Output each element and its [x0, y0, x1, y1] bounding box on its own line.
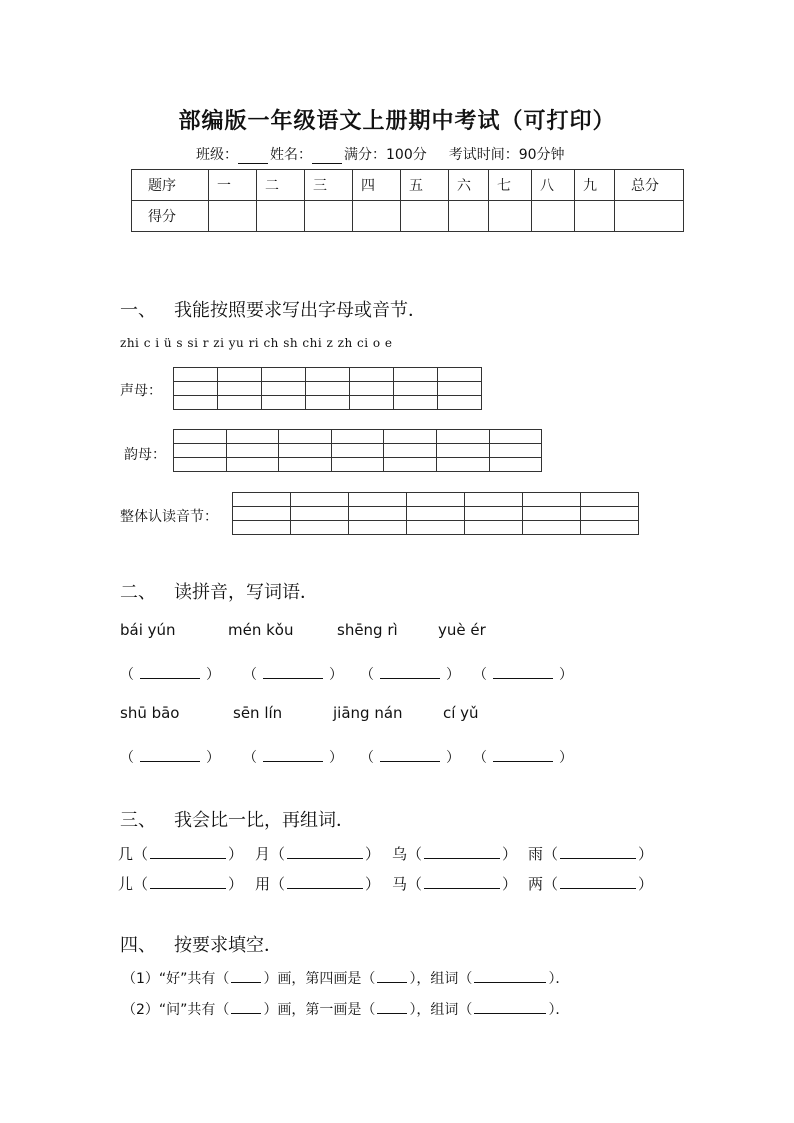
compare-item[interactable]: 马（ ） [392, 875, 518, 893]
grid-cell[interactable] [174, 368, 218, 382]
score-table-score-row [132, 201, 684, 232]
grid-cell[interactable] [262, 382, 306, 396]
grid-cell[interactable] [306, 382, 350, 396]
section-number: 二、 [120, 582, 156, 603]
section-title: 我会比一比，再组词． [174, 810, 354, 831]
pinyin-word: shēng rì [337, 621, 398, 639]
name-blank[interactable] [312, 149, 342, 164]
score-cell[interactable] [615, 201, 684, 232]
grid-cell[interactable] [291, 521, 349, 535]
pinyin-word: shū bāo [120, 704, 180, 722]
score-header-cell: 总分 [615, 170, 684, 201]
score-header-cell: 二 [257, 170, 305, 201]
section-title: 按要求填空． [174, 935, 282, 956]
grid-cell[interactable] [438, 382, 482, 396]
class-label: 班级： [196, 147, 238, 163]
score-header-cell: 一 [209, 170, 257, 201]
grid-cell[interactable] [349, 507, 407, 521]
grid-cell[interactable] [437, 458, 490, 472]
grid-cell[interactable] [394, 396, 438, 410]
pinyin-word: sēn lín [233, 704, 283, 722]
grid-cell[interactable] [523, 521, 581, 535]
score-cell[interactable] [449, 201, 489, 232]
grid-cell[interactable] [465, 507, 523, 521]
section-title: 读拼音，写词语． [174, 582, 318, 603]
exam-info [196, 144, 565, 164]
answer-blank[interactable]: （ ） [473, 750, 573, 766]
grid-cell[interactable] [291, 507, 349, 521]
finals-label: 韵母： [124, 447, 166, 463]
grid-cell[interactable] [384, 458, 437, 472]
answer-blank[interactable]: （ ） [473, 667, 573, 683]
grid-cell[interactable] [581, 521, 639, 535]
grid-cell[interactable] [174, 458, 227, 472]
score-cell[interactable] [353, 201, 401, 232]
compare-item[interactable]: 儿（ ） [118, 875, 244, 893]
score-header-cell: 三 [305, 170, 353, 201]
section-1-heading [120, 296, 426, 322]
compare-item[interactable]: 两（ ） [528, 875, 654, 893]
grid-cell[interactable] [407, 493, 465, 507]
score-cell[interactable] [209, 201, 257, 232]
answer-blank[interactable]: （ ） [360, 750, 460, 766]
compare-item[interactable]: 雨（ ） [528, 845, 654, 863]
section-2-heading [120, 578, 318, 604]
grid-cell[interactable] [306, 368, 350, 382]
word-blank[interactable] [474, 970, 546, 983]
grid-cell[interactable] [332, 458, 385, 472]
grid-cell[interactable] [174, 382, 218, 396]
grid-cell[interactable] [174, 396, 218, 410]
grid-cell[interactable] [350, 368, 394, 382]
grid-cell[interactable] [490, 444, 543, 458]
fill-question-2: （2）“问”共有（ ）画，第一画是（ ），组词（ ）． [122, 1002, 570, 1018]
grid-cell[interactable] [227, 458, 280, 472]
grid-cell[interactable] [262, 396, 306, 410]
answer-blank[interactable]: （ ） [120, 750, 220, 766]
stroke-count-blank[interactable] [231, 970, 261, 983]
grid-cell[interactable] [332, 444, 385, 458]
grid-cell[interactable] [407, 521, 465, 535]
section-4-heading [120, 931, 282, 957]
grid-cell[interactable] [306, 396, 350, 410]
score-cell[interactable] [532, 201, 575, 232]
answer-blank[interactable]: （ ） [360, 667, 460, 683]
grid-cell[interactable] [291, 493, 349, 507]
grid-cell[interactable] [407, 507, 465, 521]
pinyin-word: mén kǒu [228, 621, 294, 639]
grid-cell[interactable] [581, 493, 639, 507]
score-cell[interactable] [257, 201, 305, 232]
grid-cell[interactable] [438, 368, 482, 382]
grid-cell[interactable] [350, 382, 394, 396]
page-title: 部编版一年级语文上册期中考试（可打印） [178, 108, 616, 134]
grid-cell[interactable] [332, 430, 385, 444]
grid-cell[interactable] [523, 493, 581, 507]
grid-cell[interactable] [581, 507, 639, 521]
grid-cell[interactable] [437, 444, 490, 458]
whole-syllables-writing-grid[interactable] [232, 492, 639, 535]
initials-label: 声母： [120, 383, 162, 399]
grid-cell[interactable] [174, 444, 227, 458]
grid-cell[interactable] [174, 430, 227, 444]
pinyin-word: jiāng nán [333, 704, 403, 722]
score-header-cell: 六 [449, 170, 489, 201]
score-header-cell: 八 [532, 170, 575, 201]
score-cell[interactable] [305, 201, 353, 232]
exam-time: 考试时间：90分钟 [448, 147, 565, 163]
grid-cell[interactable] [262, 368, 306, 382]
compare-item[interactable]: 月（ ） [255, 845, 381, 863]
answer-blank[interactable]: （ ） [243, 667, 343, 683]
grid-cell[interactable] [218, 382, 262, 396]
class-blank[interactable] [238, 149, 268, 164]
grid-cell[interactable] [394, 382, 438, 396]
score-cell[interactable] [401, 201, 449, 232]
grid-cell[interactable] [437, 430, 490, 444]
grid-cell[interactable] [218, 396, 262, 410]
grid-cell[interactable] [218, 368, 262, 382]
grid-cell[interactable] [233, 493, 291, 507]
letters-list: zhi c i ü s si r zi yu ri ch sh chi z zh ci o e [120, 336, 393, 350]
grid-cell[interactable] [227, 444, 280, 458]
grid-cell[interactable] [233, 521, 291, 535]
compare-item[interactable]: 用（ ） [255, 875, 381, 893]
grid-cell[interactable] [465, 521, 523, 535]
word-blank[interactable] [474, 1001, 546, 1014]
score-header-cell: 四 [353, 170, 401, 201]
initials-writing-grid[interactable] [173, 367, 482, 410]
pinyin-word: yuè ér [438, 621, 486, 639]
grid-cell[interactable] [279, 444, 332, 458]
grid-cell[interactable] [523, 507, 581, 521]
grid-cell[interactable] [279, 458, 332, 472]
score-header-cell: 七 [489, 170, 532, 201]
score-header-cell: 九 [575, 170, 615, 201]
answer-blank[interactable]: （ ） [120, 667, 220, 683]
grid-cell[interactable] [384, 444, 437, 458]
grid-cell[interactable] [349, 521, 407, 535]
section-number: 一、 [120, 300, 156, 321]
grid-cell[interactable] [490, 458, 543, 472]
score-header-cell: 五 [401, 170, 449, 201]
stroke-blank[interactable] [377, 1001, 407, 1014]
grid-cell[interactable] [227, 430, 280, 444]
grid-cell[interactable] [349, 493, 407, 507]
grid-cell[interactable] [465, 493, 523, 507]
pinyin-word: bái yún [120, 621, 176, 639]
whole-syllables-label: 整体认读音节： [120, 509, 218, 525]
finals-writing-grid[interactable] [173, 429, 542, 472]
pinyin-word: cí yǔ [443, 704, 479, 722]
compare-item[interactable]: 几（ ） [118, 845, 244, 863]
score-table [131, 169, 684, 232]
section-number: 四、 [120, 935, 156, 956]
compare-item[interactable]: 乌（ ） [392, 845, 518, 863]
grid-cell[interactable] [490, 430, 543, 444]
fill-question-1: （1）“好”共有（ ）画，第四画是（ ），组词（ ）． [122, 971, 570, 987]
grid-cell[interactable] [233, 507, 291, 521]
section-3-heading [120, 806, 354, 832]
score-row-label: 得分 [132, 201, 209, 232]
grid-cell[interactable] [438, 396, 482, 410]
full-score: 满分：100分 [344, 147, 427, 163]
grid-cell[interactable] [394, 368, 438, 382]
score-header-cell: 题序 [132, 170, 209, 201]
grid-cell[interactable] [279, 430, 332, 444]
answer-blank[interactable]: （ ） [243, 750, 343, 766]
grid-cell[interactable] [384, 430, 437, 444]
stroke-blank[interactable] [377, 970, 407, 983]
section-number: 三、 [120, 810, 156, 831]
name-label: 姓名： [270, 147, 312, 163]
score-cell[interactable] [575, 201, 615, 232]
section-title: 我能按照要求写出字母或音节． [174, 300, 426, 321]
stroke-count-blank[interactable] [231, 1001, 261, 1014]
score-cell[interactable] [489, 201, 532, 232]
grid-cell[interactable] [350, 396, 394, 410]
score-table-header-row [132, 170, 684, 201]
